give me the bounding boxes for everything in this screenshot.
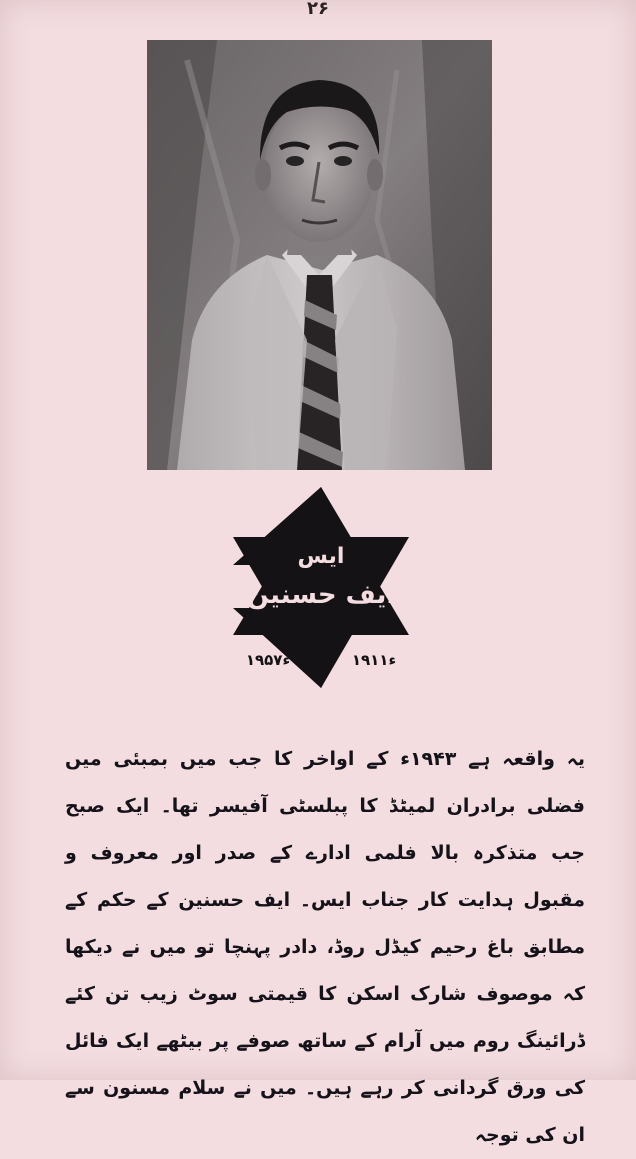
portrait-photo xyxy=(147,40,492,470)
emblem-name-line2: ایف حسنین xyxy=(246,580,396,610)
article-body xyxy=(65,736,585,1159)
memorial-star-emblem xyxy=(228,485,414,690)
article-paragraph: یہ واقعہ ہے ۱۹۴۳ء کے اواخر کا جب میں بمبئی میں فضلی برادران لمیٹڈ کا پبلسٹی آفیسر تھا۔ ایک صبح جب متذکرہ بالا فلمی ادارے کے صدر اور معروف و مقبول ہدایت کار جناب ایس۔ ایف حسنین کے حکم کے مطابق باغ رحیم کیڈل روڈ، دادر پہنچا تو میں نے دیکھا کہ موصوف شارک اسکن کا قیمتی سوٹ زیب تن کئے ڈرائینگ روم میں آرام کے ساتھ صوفے پر بیٹھے ایک فائل کی ورق گردانی کر رہے ہیں۔ میں نے سلام مسنون سے ان کی توجہ xyxy=(65,748,585,1146)
emblem-name-line1: ایس xyxy=(297,544,345,569)
emblem-year-right: ۱۹۱۱ء xyxy=(351,651,397,669)
emblem-year-left: ۱۹۵۷ء xyxy=(245,651,291,669)
page-number: ۲۶ xyxy=(307,0,329,19)
